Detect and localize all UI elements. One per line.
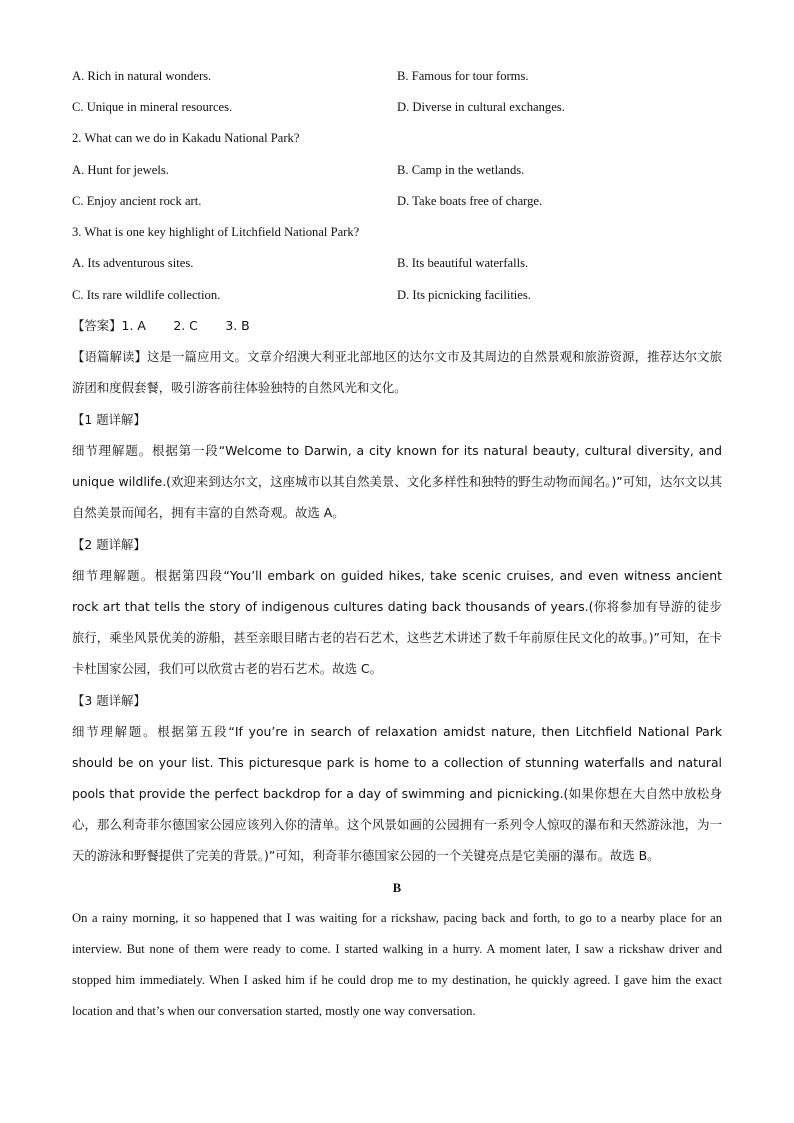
detail-1-heading: 【1 题详解】 xyxy=(72,412,146,427)
passage-summary-label: 【语篇解读】 xyxy=(72,349,148,364)
q1-option-a: A. Rich in natural wonders. xyxy=(72,69,212,83)
q3-option-c: C. Its rare wildlife collection. xyxy=(72,288,221,302)
passage-summary-text: 这是一篇应用文。文章介绍澳大利亚北部地区的达尔文市及其周边的自然景观和旅游资源，推荐达尔文旅游团和度假套餐，吸引游客前往体验独特的自然风光和文化。 xyxy=(72,349,723,395)
section-b-passage: On a rainy morning, it so happened that I was waiting for a rickshaw, pacing back and forth, to go to a nearby place for an interview. But none of them were ready to come. I started walking in a hurry. A moment later, I saw a rickshaw driver and stopped him immediately. When I asked him if he could drop me to my destination, he quickly agreed. I gave him the exact location and that’s when our conversation started, mostly one way conversation. xyxy=(72,911,722,1018)
answer-key: 【答案】1. A 2. C 3. B xyxy=(72,318,250,333)
detail-1-text: 细节理解题。根据第一段“Welcome to Darwin, a city known for its natural beauty, cultural diversity, and unique wildlife.(欢迎来到达尔文，这座城市以其自然美景、文化多样性和独特的野生动物而闻名。)”可知，达尔文以其自然美景而闻名，拥有丰富的自然奇观。故选 A。 xyxy=(72,443,722,520)
q3-option-d: D. Its picnicking facilities. xyxy=(397,288,531,302)
detail-2-text: 细节理解题。根据第四段“You’ll embark on guided hikes, take scenic cruises, and even witness ancient rock art that tells the story of indigenous cultures dating back thousands of years.(你将参加有导游的徒步旅行，乘坐风景优美的游船，甚至亲眼目睹古老的岩石艺术，这些艺术讲述了数千年前原住民文化的故事。)”可知，在卡卡杜国家公园，我们可以欣赏古老的岩石艺术。故选 C。 xyxy=(72,568,722,676)
passage-summary xyxy=(72,341,722,403)
q1-option-b: B. Famous for tour forms. xyxy=(397,69,529,83)
q1-option-d: D. Diverse in cultural exchanges. xyxy=(397,100,565,114)
q3-option-a: A. Its adventurous sites. xyxy=(72,256,194,270)
detail-3-heading: 【3 题详解】 xyxy=(72,693,146,708)
q2-option-b: B. Camp in the wetlands. xyxy=(397,163,525,177)
q2-stem: 2. What can we do in Kakadu National Park? xyxy=(72,131,300,145)
q3-option-b: B. Its beautiful waterfalls. xyxy=(397,256,529,270)
q2-option-c: C. Enjoy ancient rock art. xyxy=(72,194,202,208)
detail-2-heading: 【2 题详解】 xyxy=(72,537,146,552)
q2-option-d: D. Take boats free of charge. xyxy=(397,194,543,208)
detail-3-text: 细节理解题。根据第五段“If you’re in search of relaxation amidst nature, then Litchfield National Park should be on your list. This picturesque park is home to a collection of stunning waterfalls and natural pools that provide the perfect backdrop for a day of swimming and picnicking.(如果你想在大自然中放松身心，那么利奇菲尔德国家公园应该列入你的清单。这个风景如画的公园拥有一系列令人惊叹的瀑布和天然游泳池，为一天的游泳和野餐提供了完美的背景。)”可知，利奇菲尔德国家公园的一个关键亮点是它美丽的瀑布。故选 B。 xyxy=(72,724,722,863)
section-b-title: B xyxy=(392,881,402,895)
q2-option-a: A. Hunt for jewels. xyxy=(72,163,169,177)
q1-option-c: C. Unique in mineral resources. xyxy=(72,100,233,114)
q3-stem: 3. What is one key highlight of Litchfield National Park? xyxy=(72,225,360,239)
